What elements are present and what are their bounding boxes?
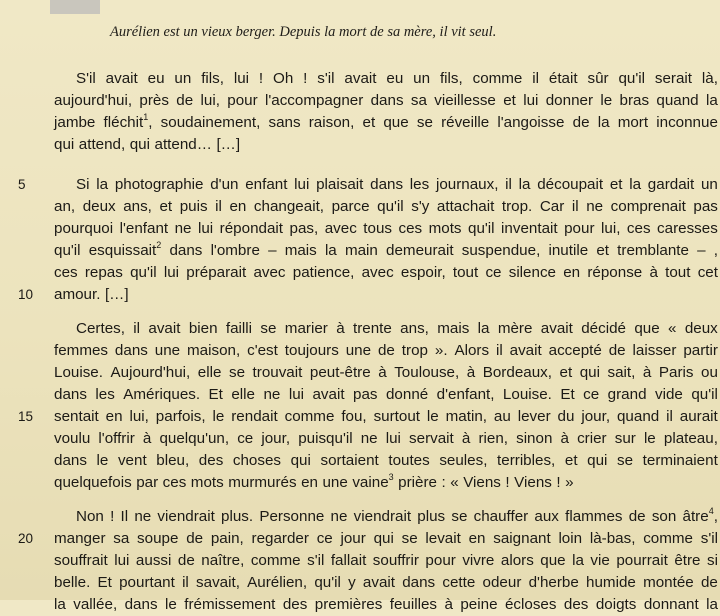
text-line: voulu l'offrir à quelqu'un, ce jour, puisqu'il ne lui servait à rien, sinon à crier sur le plateau, xyxy=(54,430,718,447)
text-line: amour. […] xyxy=(54,286,129,303)
text-line: dans les Amériques. Et elle ne lui avait pas donné d'enfant, Louise. Et ce grand vide qu'il xyxy=(54,386,718,403)
text-line: aujourd'hui, près de lui, pour l'accompagner dans sa vieillesse et lui donner le bras quand la xyxy=(54,92,718,109)
line-number: 15 xyxy=(18,409,34,424)
text-line: dans le vent bleu, des choses qui sortaient toutes seules, terribles, et qui se terminaient xyxy=(54,452,718,469)
text-line: sentait en lui, parfois, le rendait comme fou, surtout le matin, au lever du jour, quand il aurait xyxy=(54,408,718,425)
text-line: la vallée, dans le frémissement des premières feuilles à peine écloses des doigts donnant la xyxy=(54,596,718,613)
footnote-mark: 2 xyxy=(156,239,162,250)
footnote-mark: 4 xyxy=(708,505,714,516)
text-line: qui attend, qui attend… […] xyxy=(54,136,241,153)
text-line: Certes, il avait bien failli se marier à trente ans, mais la mère avait décidé que « deux xyxy=(76,320,718,337)
text-line: S'il avait eu un fils, lui ! Oh ! s'il avait eu un fils, comme il était sûr qu'il serait là, xyxy=(76,70,718,87)
text-line: quelquefois par ces mots murmurés en une vaine$^3$ prière : « Viens ! Viens ! » xyxy=(54,471,574,491)
paragraph-3 xyxy=(54,318,718,494)
text-line: Si la photographie d'un enfant lui plaisait dans les journaux, il la découpait et la gardait un xyxy=(76,176,718,193)
text-line: belle. Et pourtant il savait, Aurélien, qu'il y avait dans cette odeur d'herbe humide montée de xyxy=(54,574,718,591)
text-line: manger sa soupe de pain, regarder ce jour qui se levait en saignant loin là-bas, comme s'il xyxy=(54,530,718,547)
text-line: jambe fléchit$^1$, soudainement, sans raison, et que se réveille l'angoisse de la mort inconnue xyxy=(54,111,718,131)
text-line: femmes dans une maison, c'est toujours une de trop ». Alors il avait accepté de laisser partir xyxy=(54,342,718,359)
line-number: 20 xyxy=(18,531,34,546)
footnote-mark: 1 xyxy=(143,111,149,122)
text-line: pourquoi l'enfant ne lui répondait pas, avec tous ces mots qu'il inventait pour lui, ces caresses xyxy=(54,220,718,237)
scan-corner-mark xyxy=(50,0,100,14)
text-line: ces repas qu'il lui préparait avec patience, avec espoir, tout ce silence en réponse à tout cet xyxy=(54,264,718,281)
paragraph-1 xyxy=(54,68,718,156)
intro-text: Aurélien est un vieux berger. Depuis la mort de sa mère, il vit seul. xyxy=(110,24,497,40)
text-line: Louise. Aujourd'hui, elle se trouvait peut-être à Toulouse, à Bordeaux, et qui sait, à Paris ou xyxy=(54,364,718,381)
text-line: qu'il esquissait$^2$ dans l'ombre – mais la main demeurait suspendue, inutile et tremblante – , xyxy=(54,239,718,259)
paragraph-2 xyxy=(54,174,718,306)
line-number: 5 xyxy=(18,177,26,192)
footnote-mark: 3 xyxy=(388,471,394,482)
text-line: an, deux ans, et puis il en changeait, parce qu'il s'y attachait trop. Car il ne comprenait pas xyxy=(54,198,718,215)
text-line: Non ! Il ne viendrait plus. Personne ne viendrait plus se chauffer aux flammes de son âtre$^4$, xyxy=(76,505,718,525)
line-number: 10 xyxy=(18,287,34,302)
text-line: souffrait lui aussi de naître, comme s'il fallait souffrir pour vivre alors que la vie pourrait être si xyxy=(54,552,718,569)
